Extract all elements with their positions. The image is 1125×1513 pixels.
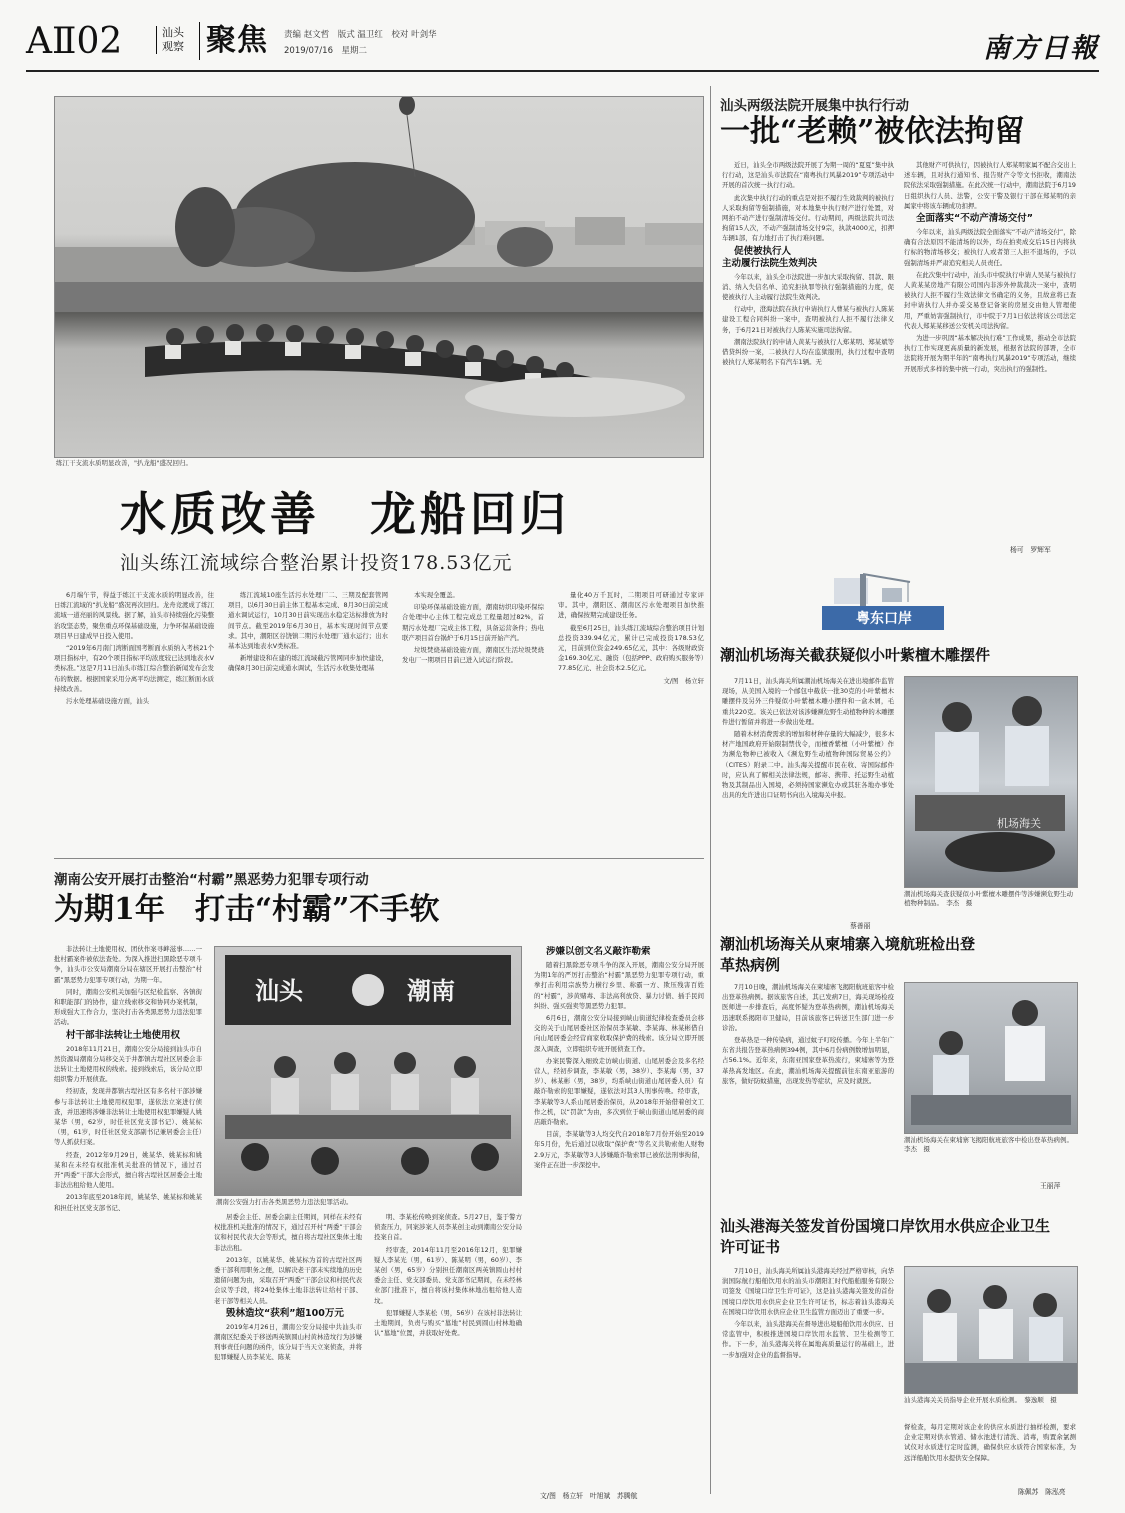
lead-col2-p2: 新增建设和在建的练江流域截污管网同步加快建设，确保8月30日前完成通水调试，生活污水收集处理基 <box>228 654 388 673</box>
crime-col1b-p1: 2018年11月21日，潮南公安分局接到汕头市自然资源局潮南分局移交关于井都镇古埕社区居委会非法转让土地使用权的线索。接到线索后，该分局立即组织警力开展侦查。 <box>54 1044 202 1084</box>
lead-col1-p3: 污水处理基础设施方面，汕头 <box>66 697 150 706</box>
court-column-1 <box>722 160 894 542</box>
health-check-scene <box>905 983 1077 1133</box>
port-article3-body <box>722 1266 894 1488</box>
lead-col4-byline: 文/图 杨立轩 <box>663 676 704 685</box>
court-col1-p2: 此次集中执行行动的重点是对拒不履行生效裁判的被执行人采取拘留等强制措施，对本地集中执行财产进行处置，对网拍不动产进行强制清场交付。行动期间，两级法院共司法拘留15人次，不动产强制清场交付9宗，执款4000元，扣押车辆1部，有力地打击了执行难问题。 <box>722 193 894 243</box>
port-a3-caption: 汕头港海关关员指导企业开展水质检测。 黎逸顺 摄 <box>904 1396 1057 1404</box>
crime-meeting-photo <box>214 946 522 1196</box>
court-column-2 <box>904 160 1076 542</box>
court-col1b-p1: 今年以来，汕头全市法院进一步加大采取拘留、罚款、限消、纳入失信名单、追究拒执罪等执行强制措施的力度，促使被执行人主动履行法院生效判决。 <box>722 272 894 302</box>
court-col2b-p2: 在此次集中行动中，汕头市中院执行申请人吴某与被执行人黄某某房地产有限公司国内非涉外仲裁裁决一案中，查明被执行人拒不履行生效法律文书确定的义务，且故意将已查封申请执行人并办妥交易登记备案的房屋交由他人管理使用，严重妨害强制执行，市中院于7月1日依法将该公司法定代表人郑某某移送公安机关司法拘留。 <box>904 270 1076 330</box>
port-article1-body <box>722 676 894 918</box>
port-a2-byline: 王丽萍 <box>1040 1182 1061 1190</box>
lead-subhead: 汕头练江流域综合整治累计投资178.53亿元 <box>120 552 513 574</box>
lead-headline: 水质改善 龙船回归 <box>120 487 570 541</box>
lead-col4-p1: 量化40万千瓦时，二期项目可研通过专家评审。其中，潮阳区、潮南区污水处理项目加快推进，确保按期完成建设任务。 <box>558 591 704 620</box>
vertical-rule-main <box>710 86 711 1494</box>
lead-column-4 <box>558 590 704 850</box>
crime-col2b-p1: 2019年4月26日，潮南公安分局接中共汕头市潮南区纪委关于移送两英镇圆山村黄林造坟行为涉嫌刑事责任问题的函件，该分局于当天立案侦查，并将犯罪嫌疑人员李某光、陈某 <box>214 1322 362 1362</box>
lead-col1-p1: 6月端午节，得益于练江干支流水质的明显改善，往日练江流域的“扒龙船”盛况再次回归。龙舟竞渡成了练江流域一道亮丽的风景线。据了解，汕头市持续强化污染整治攻坚态势，聚焦重点环保基础设施，力争环保基础设施项目早日建成早日投入使用。 <box>54 591 214 640</box>
newspaper-logo: 南方日報 <box>983 33 1099 64</box>
lead-col4-p2: 截至6月25日，汕头练江流域综合整治项目计划总投资339.94亿元，累计已完成投资178.53亿元，目前到位资金249.65亿元，其中：各级财政资金169.30亿元、融资（包括PPP、政府购买服务等）77.85亿元、社会资本2.5亿元。 <box>558 623 704 673</box>
section-label-small <box>156 26 198 54</box>
port-a1-byline: 蔡善丽 <box>850 922 871 930</box>
port-article2-title: 潮汕机场海关从柬埔寨入境航班检出登革热病例 <box>720 935 976 974</box>
court-col2b-p3: 为进一步巩固“基本解决执行难”工作成果，推动全市法院执行工作实现更高质量的新发展，根据省法院的部署，全市法院将开展为期半年的“南粤执行风暴2019”专项活动，继续开展形式多样的集中统一行动，突出执行的强制性。 <box>904 334 1076 373</box>
crime-column-4 <box>534 946 704 1489</box>
court-col1b-p2: 行动中，澄海法院在执行申请执行人曹某与被执行人陈某建设工程合同纠纷一案中，查明被执行人拒不履行法律义务，于6月21日对被执行人陈某实施司法拘留。 <box>722 305 894 334</box>
port-a2-caption: 潮汕机场海关在柬埔寨飞揭阳航班旅客中检出登革热病例。 李杰 摄 <box>904 1136 1077 1153</box>
crime-subhead-1: 村干部非法转让土地使用权 <box>66 1029 181 1041</box>
court-col2-p1: 其他财产可供执行，因被执行人郑某明家属不配合交出上述车辆，且对执行通知书、报告财产令等文书拒收，潮南法院依法采取强制措施。在此次统一行动中，潮南法院于6月19日组织执行人员、法警，公安干警及银行干部在郑某明的亲属家中将该车辆成功扣押。 <box>904 161 1076 210</box>
page-code: AⅡ02 <box>26 21 123 62</box>
sandalwood-photo-label: 机场海关 <box>997 817 1041 830</box>
port-a1-p2: 随着木材消费需求的增加和材种存量的大幅减少，很多木材产地国政府开始限制禁伐令，而檀香紫檀（小叶紫檀）作为濒危物种已被收入《濒危野生动植物种国际贸易公约》（CITES）附录二中。汕头海关提醒市民在收、寄国际邮件时，应认真了解相关法律法规，邮寄、携带、托运野生动植物及其制品出入国境，必须持国家濒危办或其驻各地办事处出具的允许进出口证明书向出入境海关申报。 <box>722 730 894 800</box>
port-article1-title: 潮汕机场海关截获疑似小叶紫檀木雕摆件 <box>720 646 991 664</box>
lead-column-2 <box>228 590 388 850</box>
port-a3-tail: 督检查，每月定期对该企业的供应水质进行抽样检测，要求企业定期对供水管道、储水池进行清洗、消毒，购置余氯测试仪对水质进行定时监测，确保供应水质符合国家标准，为远洋船舶饮用水提供安全保障。 <box>904 1423 1076 1462</box>
crime-column-2 <box>214 1212 362 1489</box>
court-col1-p1: 近日，汕头全市两级法院开展了为期一周的“夏夏”集中执行行动，这是汕头市法院在“南粤执行风暴2019”专项活动中开展的首次统一执行行动。 <box>722 161 894 190</box>
lead-photo-caption: 练江干支流水质明显改善，"扒龙船"盛况回归。 <box>56 459 192 467</box>
crime-col1-p1: 非法转让土地使用权、团伙作案寻衅滋事……一批村霸案件被依法查处。为深入推进扫黑除恶专项斗争，汕头市公安局潮南分局在辖区开展打击整治“村霸”黑恶势力犯罪专项行动，为期一年。 <box>54 945 202 984</box>
lead-col3-p2: 印染环保基础设施方面，潮南纺织印染环保综合处理中心主体工程完成总工程量超过82%，首期污水处理厂完成主体工程，具备运营条件；热电联产项目首台锅炉于6月15日前开始产汽。 <box>402 603 544 642</box>
section-label-small-line-1: 汕头 <box>162 26 184 39</box>
crime-col3-p1: 明、李某松传唤到案侦查。5月27日，鉴于警方侦查压力，同案涉案人员李某创主动到潮南公安分局投案自首。 <box>374 1213 522 1242</box>
court-col2b-p1: 今年以来，汕头两级法院全面落实“不动产清场交付”，除确有合法原因不能清场的以外，均在拍卖成交后15日内将执行标的物清场移交；被执行人或者第三人拒不退场的，予以强制清场并严肃追究相关人员责任。 <box>904 228 1076 267</box>
masthead-rule <box>26 70 1099 72</box>
court-headline: 一批“老赖”被依法拘留 <box>720 114 1025 149</box>
customs-officers-scene <box>905 677 1077 887</box>
water-test-scene <box>905 1267 1077 1393</box>
crime-col1-p2: 同时，潮南公安机关加强与区纪检监察、各镇街和职能部门的协作，建立线索移交和协同办案机制，形成强大工作合力，坚决打击各类黑恶势力违法犯罪活动。 <box>54 987 202 1027</box>
section-label-small-line-2: 观察 <box>162 40 184 53</box>
crime-column-1 <box>54 944 202 1489</box>
port-badge-label: 粤东口岸 <box>856 611 912 627</box>
court-col1b-p3: 潮南法院执行的申请人黄某与被执行人郑某明、郑某斌等借贷纠纷一案，二被执行人均在监狱服刑，执行过程中查明被执行人郑某明名下有汽车1辆。无 <box>722 337 894 367</box>
crime-column-3 <box>374 1212 522 1489</box>
port-a3-byline: 陈佩苏 陈泓亮 <box>1018 1488 1066 1496</box>
crime-col1b-p4: 2013年底至2018年间，姚某华、姚某标和姚某和担任社区党支部书记、 <box>54 1193 202 1212</box>
port-a2-p1: 7月10日晚，潮汕机场海关在柬埔寨飞揭阳航班旅客中检出登革热病例。据该旅客自述，其已发病7日，海关现场检疫医师进一步排查后，高度怀疑为登革热病例，潮汕机场海关迅速联系揭阳市卫健局，目前该旅客已转送卫生部门进一步诊治。 <box>722 983 894 1032</box>
photo-banner-right: 潮南 <box>407 977 455 1005</box>
crime-col4-p2: 目前，李某敏等3人均交代自2018年7月份开始至2019年5月份，先后通过以收取“保护费”等名义共勒索他人财物2.9万元，李某敏等3人涉嫌敲诈勒索罪已被依法刑事拘留，案件正在进一步深挖中。 <box>534 1130 704 1169</box>
port-article2-body <box>722 982 894 1192</box>
crime-byline: 文/图 杨立轩 叶旭斌 苏腾航 <box>540 1492 638 1500</box>
crime-col3a-p2: 6月6日，潮南公安分局接到峡山街道纪律检查委员会移交的关于山尾居委社区治保员李某敏、李某海、林某彬借自向山尾居委会经营商家收取保护费的线索。该分局立即开展深入调查，立即组织专班开展侦查工作。 <box>534 1014 704 1053</box>
horizontal-rule-lead <box>54 858 704 859</box>
lead-col2-p1: 练江流域10座生活污水处理厂二、三期及配套管网项目，以6月30日前主体工程基本完成、8月30日前完成通水调试运行，10月30日前实现出水稳定达标排放为时间节点。截至2019年6月30日，基本实现时间节点要求。其中，潮阳区谷饶镇二期污水处理厂通水运行；出水基本达到地表水V类标准。 <box>228 591 388 651</box>
lead-column-3 <box>402 590 544 850</box>
crime-col3-p3: 犯罪嫌疑人李某松（男，56岁）在该村非法转让土地期间，负责与购买“墓地”村民到圆山村林地确认“墓地”位置，并获取好处费。 <box>374 1308 522 1338</box>
crime-kicker: 潮南公安开展打击整治“村霸”黑恶势力犯罪专项行动 <box>54 872 369 888</box>
court-subhead-2: 全面落实“不动产清场交付” <box>916 213 1033 225</box>
crime-col2-p1: 居委会主任、居委会副主任期间，同样在未经有权批准机关批准的情况下，通过召开村“两委”干部会议和村民代表大会等形式，擅自将古埕社区集体土地非法出租。 <box>214 1213 362 1252</box>
sandalwood-photo <box>904 676 1078 888</box>
crime-col2-p2: 2013年，以姚某华、姚某标为首的古埕社区两委干部利用职务之便，以解决老干部未实续地的历史遗留问题为由，采取召开“两委”干部会议和村民代表会议等手段，将24处集体土地非法转让给村干部、老干部等相关人员。 <box>214 1255 362 1305</box>
crime-subhead-3: 涉嫌以创文名义敲诈勒索 <box>546 946 651 957</box>
date-line: 2019/07/16 星期二 <box>284 46 367 56</box>
lead-column-1 <box>54 590 214 850</box>
port-a3-p1: 7月10日，汕头海关所属汕头港海关经过严格审核，向华润国际航行船舶饮用水的汕头市潮阳汇时代船舶服务有限公司签发《国境口岸卫生许可证》，这是汕头港海关签发的首份国境口岸饮用水供应企业卫生许可证书，标志着汕头港海关在国境口岸饮用水供应企业卫生监管方面迈出了重要一步。 <box>722 1267 894 1316</box>
lead-col1-p2: “2019年6月南门湾断面国考断面水质纳入考核21个项目指标中，有20个项目指标平均浓度较已达到地表水V类标准。”这是7月11日汕头市练江综合整治新闻发布会发布的数据。根据国家采用分离平均法测定，练江断面水质持续改善。 <box>54 644 214 693</box>
crime-col3-p2: 经审查，2014年11月至2016年12月，犯罪嫌疑人李某光（男，61岁）、陈某明（男，60岁）、李某创（男，65岁）分别担任潮南区两英镇圆山村村委会主任、党支部委员、党支部书记期间，在未经林业部门批准下，擅自将该村集体林地出租给他人造坟。 <box>374 1245 522 1305</box>
water-quality-photo <box>904 1266 1078 1394</box>
court-kicker: 汕头两级法院开展集中执行行动 <box>720 98 909 114</box>
port-a3-p2: 今年以来，汕头港海关在督导进出境船舶饮用水供应、日常监管中，积极推进国境口岸饮用水监管、卫生检测等工作。下一步，汕头港海关将在属地高质量运行的基础上，进一步加强对企业的监督指导。 <box>722 1320 894 1359</box>
port-a1-p1: 7月11日，汕头海关所属潮汕机场海关在进出境邮件监管现场，从美国入境的一个邮包中截获一批30克的小叶紫檀木雕摆件及另外三件疑似小叶紫檀木雕小摆件和一盒木屑，毛重共220克。该关已依法对该涉嫌濒危野生动植物种的木雕摆件进行暂留并将进一步做出处理。 <box>722 677 894 726</box>
crime-col1b-p2: 经初查，发现井都镇古埕社区有多名村干部涉嫌参与非法转让土地使用权犯罪，遂依法立案进行侦查，并迅速将涉嫌非法转让土地使用权犯罪嫌疑人姚某华（男，62岁，时任社区党支部书记）、姚某标（男，61岁，时任社区党支部副书记兼居委会主任）等人抓获归案。 <box>54 1087 202 1147</box>
lead-col3-p1: 本实现全覆盖。 <box>414 591 459 599</box>
court-byline: 杨可 罗辉军 <box>1010 546 1051 554</box>
dragon-boat-photo <box>54 96 704 458</box>
dragon-boat-scene <box>55 97 703 457</box>
section-label-big: 聚焦 <box>199 22 268 60</box>
dengue-photo <box>904 982 1078 1134</box>
crime-photo-caption: 潮南公安强力打击各类黑恶势力违法犯罪活动。 <box>216 1198 353 1206</box>
crime-subhead-2: 毁林造坟“获利”超100万元 <box>226 1307 344 1319</box>
port-article3-tail <box>904 1422 1076 1484</box>
port-article3-title: 汕头港海关签发首份国境口岸饮用水供应企业卫生许可证书 <box>720 1217 1051 1256</box>
port-a2-p2: 登革热是一种传染病，通过蚊子叮咬传播。今年上半年广东省共报告登革热病例394例，其中6月份病例数增加明显，占56.1%。近年来，东南亚国家登革热流行，柬埔寨等为登革热高发地区。在此，潮汕机场海关提醒前往东南亚旅游的旅客，做好防蚊措施，出现发热等症状，应及时就医。 <box>722 1036 894 1085</box>
crime-col4-p1: 办案民警深入细致走访峡山街道、山尾居委会及多名经营人，经初步调查，李某敏（男，38岁）、李某海（男，37岁）、林某彬（男，38岁，均系峡山街道山尾居委人员）有敲诈勒索的犯罪嫌疑，遂依法对其3人刑事传唤。经审查，李某敏等3人系山尾居委治保员，从2018年开始借着创文工作之机，以“罚款”为由，多次到位于峡山街道山尾居委的商店敲诈勒索。 <box>534 1056 704 1127</box>
crime-col1b-p3: 经查，2012年9月29日，姚某华、姚某标和姚某和在未经有权批准机关批准的情况下，通过召开“两委”干部大会形式，擅自将古埕社区居委会土地非法出租给他人使用。 <box>54 1150 202 1190</box>
crime-headline: 为期1年 打击“村霸”不手软 <box>54 892 440 927</box>
crime-col3a-p1: 随着扫黑除恶专项斗争的深入开展，潮南公安分局开展为期1年的严厉打击整治“村霸”黑恶势力犯罪专项行动，重拳打击利用宗族势力横行乡里、称霸一方、欺压残害百姓的“村霸”，涉黄赌毒、非法高利放贷、暴力讨债、插手民间纠纷、强买强卖等黑恶势力犯罪。 <box>534 961 704 1010</box>
lead-col3-p3: 垃圾焚烧基础设施方面，潮南区生活垃圾焚烧发电厂一期项目目前已进入试运行阶段。 <box>402 646 544 665</box>
port-badge <box>820 568 946 634</box>
credits-line: 责编 赵文哲 版式 温卫红 校对 叶剑华 <box>284 30 437 40</box>
photo-banner-left: 汕头 <box>255 977 303 1005</box>
court-subhead-1: 促使被执行人 主动履行法院生效判决 <box>722 245 818 269</box>
port-a1-caption: 潮汕机场海关查获疑似小叶紫檀木雕摆件等涉嫌濒危野生动植物种制品。 李杰 摄 <box>904 890 1073 907</box>
